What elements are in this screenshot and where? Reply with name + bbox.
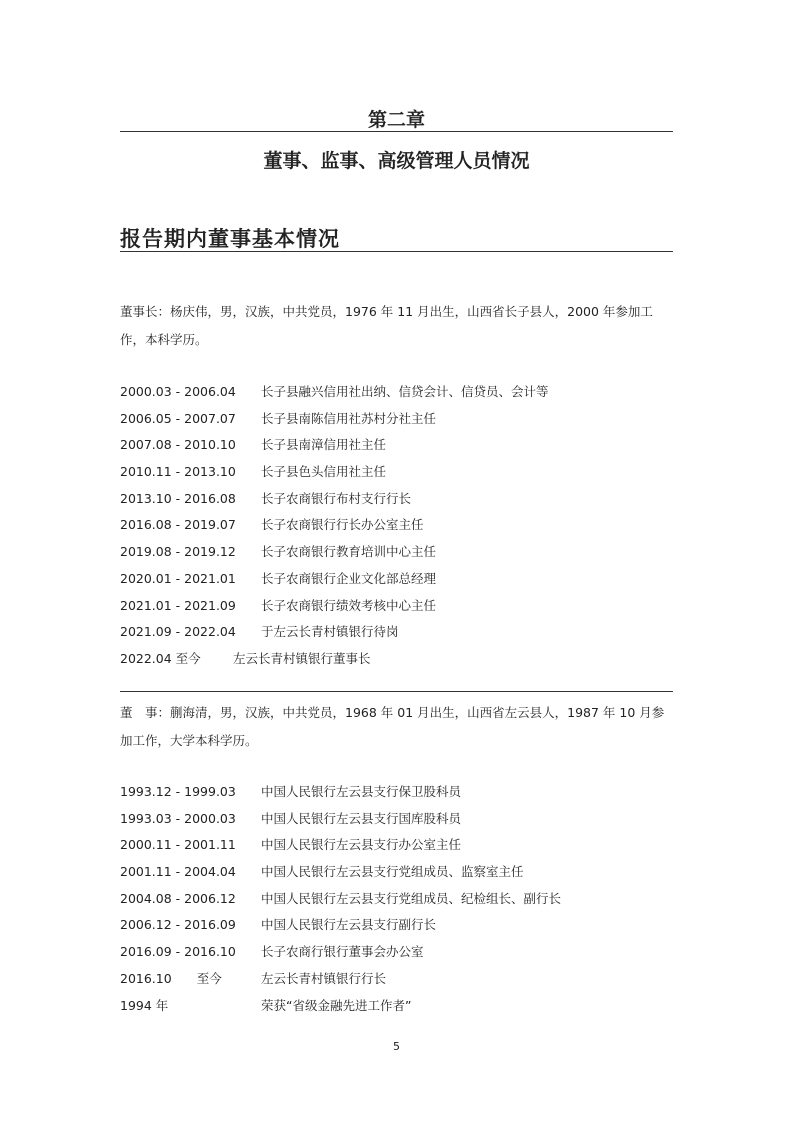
career-period: 2006.12 - 2016.09 — [120, 917, 236, 933]
career-row — [120, 939, 673, 966]
career-desc: 长子农商银行教育培训中心主任 — [261, 544, 437, 560]
career-period: 2007.08 - 2010.10 — [120, 437, 236, 453]
career-row — [120, 512, 673, 539]
career-desc: 长子县色头信用社主任 — [261, 464, 387, 480]
career-row — [120, 593, 673, 620]
career-desc: 中国人民银行左云县支行副行长 — [261, 917, 437, 933]
career-row — [120, 432, 673, 459]
career-desc: 长子农商银行行长办公室主任 — [261, 517, 424, 533]
career-desc: 长子农商银行绩效考核中心主任 — [261, 597, 437, 613]
career-period: 2016.08 - 2019.07 — [120, 517, 236, 533]
career-row — [120, 966, 673, 993]
career-row — [120, 886, 673, 913]
career-row — [120, 619, 673, 646]
career-row — [120, 379, 673, 406]
career-period: 2020.01 - 2021.01 — [120, 570, 236, 586]
career-desc: 荣获“省级金融先进工作者” — [261, 997, 412, 1013]
career-desc: 长子县融兴信用社出纳、信贷会计、信贷员、会计等 — [261, 384, 549, 399]
career-period: 2010.11 - 2013.10 — [120, 464, 236, 480]
chapter-divider — [120, 131, 673, 132]
career-desc: 长子农商行银行董事会办公室 — [261, 944, 424, 960]
career-desc: 长子农商银行布村支行行长 — [261, 490, 412, 506]
chapter-heading: 第二章 — [367, 109, 425, 131]
director-bio: 董 事：蒯海清，男，汉族，中共党员，1968 年 01 月出生，山西省左云县人，1987 年 10 月参加工作，大学本科学历。 — [120, 705, 665, 748]
career-period: 2022.04 至今 — [120, 650, 201, 666]
career-desc: 中国人民银行左云县支行党组成员、纪检组长、副行长 — [261, 890, 562, 906]
page-number: 5 — [393, 1040, 400, 1053]
career-desc: 中国人民银行左云县支行国库股科员 — [261, 810, 462, 826]
career-row — [120, 832, 673, 859]
career-row — [120, 486, 673, 513]
career-period: 2021.01 - 2021.09 — [120, 597, 236, 613]
career-row — [120, 459, 673, 486]
career-period: 2004.08 - 2006.12 — [120, 890, 236, 906]
career-desc: 中国人民银行左云县支行办公室主任 — [261, 837, 462, 853]
career-row — [120, 646, 673, 673]
career-row — [120, 406, 673, 433]
director-career-list — [120, 779, 673, 1019]
career-period: 2016.09 - 2016.10 — [120, 944, 236, 960]
section-title: 报告期内董事基本情况 — [120, 226, 340, 251]
career-desc: 左云长青村镇银行董事长 — [233, 650, 371, 666]
section-underline — [120, 251, 673, 252]
career-desc: 左云长青村镇银行行长 — [261, 970, 387, 986]
career-row — [120, 539, 673, 566]
career-period: 2001.11 - 2004.04 — [120, 864, 236, 880]
career-desc: 中国人民银行左云县支行党组成员、监察室主任 — [261, 864, 524, 880]
chairman-career-list — [120, 379, 673, 673]
career-period: 1994 年 — [120, 997, 169, 1013]
career-row — [120, 806, 673, 833]
career-period: 2019.08 - 2019.12 — [120, 544, 236, 560]
career-row — [120, 779, 673, 806]
career-period: 2000.11 - 2001.11 — [120, 837, 236, 853]
career-period: 2016.10 至今 — [120, 970, 222, 986]
career-desc: 长子农商银行企业文化部总经理 — [261, 570, 437, 586]
career-row — [120, 993, 673, 1020]
career-period: 2006.05 - 2007.07 — [120, 410, 236, 426]
person-divider — [120, 691, 673, 692]
chairman-bio: 董事长：杨庆伟，男，汉族，中共党员，1976 年 11 月出生，山西省长子县人，2000 年参加工作，本科学历。 — [120, 304, 653, 347]
career-period: 1993.03 - 2000.03 — [120, 810, 236, 826]
career-desc: 于左云长青村镇银行待岗 — [261, 624, 399, 640]
career-period: 2013.10 - 2016.08 — [120, 490, 236, 506]
career-row — [120, 912, 673, 939]
career-period: 2000.03 - 2006.04 — [120, 384, 236, 399]
career-period: 2021.09 - 2022.04 — [120, 624, 236, 640]
career-desc: 中国人民银行左云县支行保卫股科员 — [261, 784, 462, 799]
career-desc: 长子县南陈信用社苏村分社主任 — [261, 410, 437, 426]
career-row — [120, 859, 673, 886]
career-row — [120, 566, 673, 593]
chapter-subtitle: 董事、监事、高级管理人员情况 — [263, 150, 530, 172]
career-period: 1993.12 - 1999.03 — [120, 784, 236, 799]
career-desc: 长子县南漳信用社主任 — [261, 437, 387, 453]
